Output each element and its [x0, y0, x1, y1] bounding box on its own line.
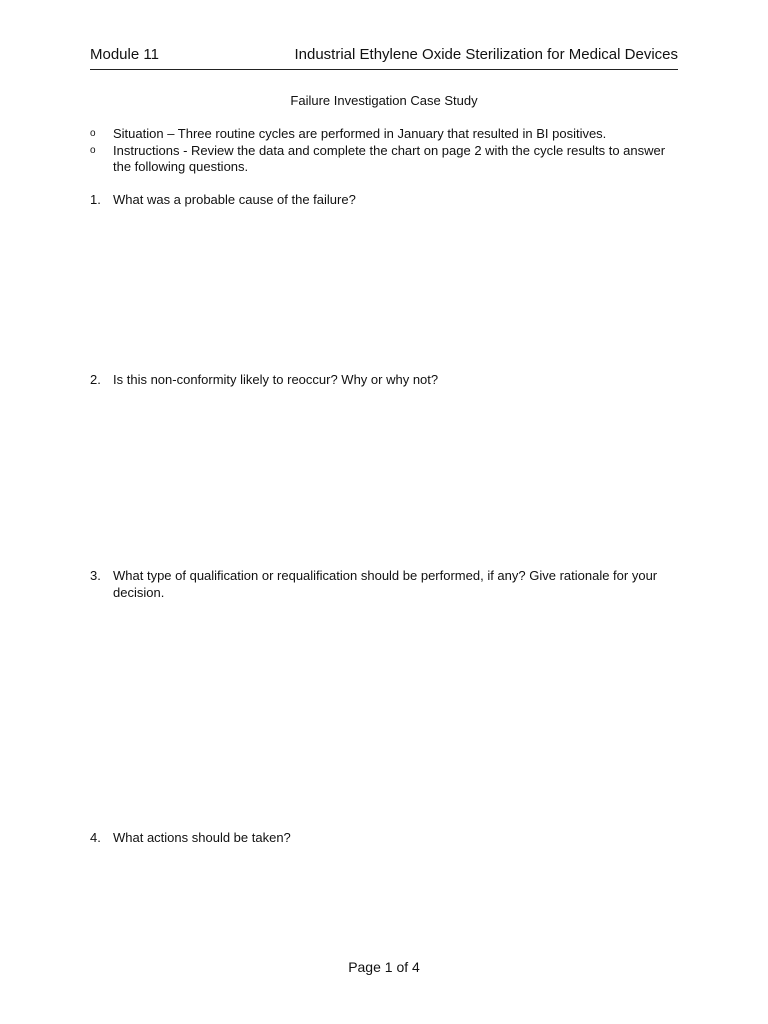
bullet-text: Instructions - Review the data and complete the chart on page 2 with the cycle results to answer the following questions. — [113, 142, 666, 174]
course-title: Industrial Ethylene Oxide Sterilization for Medical Devices — [294, 46, 678, 63]
module-label: Module 11 — [90, 46, 159, 63]
bullet-text: Situation – Three routine cycles are performed in January that resulted in BI positives. — [113, 126, 607, 141]
header-divider — [90, 69, 678, 70]
bullet-circle-icon: o — [90, 128, 96, 139]
question-1 — [90, 192, 678, 209]
question-number: 2. — [90, 372, 101, 387]
question-text: What was a probable cause of the failure? — [113, 192, 356, 207]
question-number: 4. — [90, 830, 101, 845]
instructions-list — [90, 126, 678, 176]
question-text: Is this non-conformity likely to reoccur? Why or why not? — [113, 372, 439, 387]
question-2 — [90, 372, 678, 389]
page-number: Page 1 of 4 — [348, 959, 420, 975]
bullet-circle-icon: o — [90, 144, 96, 156]
bullet-instructions — [90, 143, 678, 176]
question-3 — [90, 568, 678, 601]
document-title: Failure Investigation Case Study — [290, 93, 478, 108]
question-number: 1. — [90, 192, 101, 207]
question-4 — [90, 830, 678, 847]
question-number: 3. — [90, 568, 101, 583]
bullet-situation — [90, 126, 678, 143]
question-text: What type of qualification or requalification should be performed, if any? Give rationale for your decision. — [113, 568, 658, 600]
question-text: What actions should be taken? — [113, 830, 291, 845]
